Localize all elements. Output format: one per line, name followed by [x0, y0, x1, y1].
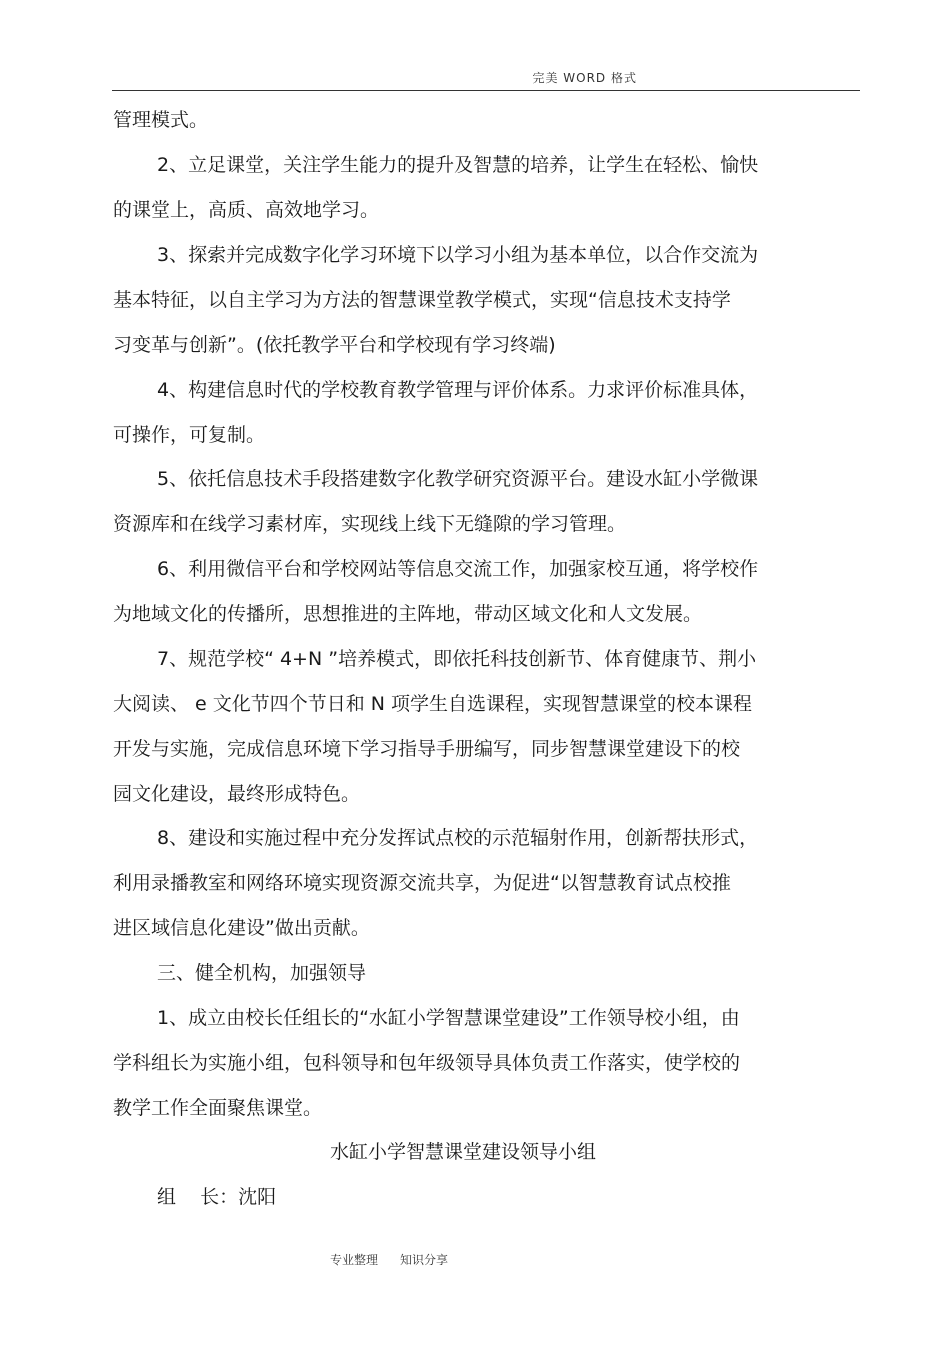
text-line: 3、探索并完成数字化学习环境下以学习小组为基本单位，以合作交流为	[157, 244, 759, 266]
header-divider	[112, 90, 860, 91]
text-line: 资源库和在线学习素材库，实现线上线下无缝隙的学习管理。	[113, 513, 627, 535]
group-leader: 组 长：沈阳	[157, 1186, 277, 1208]
text-line: 7、规范学校“ 4+N ”培养模式，即依托科技创新节、体育健康节、荆小	[157, 648, 757, 670]
section-heading: 三、健全机构，加强领导	[157, 962, 367, 984]
text-line: 大阅读、 e 文化节四个节日和 N 项学生自选课程，实现智慧课堂的校本课程	[113, 693, 753, 715]
text-line: 6、利用微信平台和学校网站等信息交流工作，加强家校互通，将学校作	[157, 558, 759, 580]
text-line: 学科组长为实施小组，包科领导和包年级领导具体负责工作落实，使学校的	[113, 1052, 741, 1074]
text-line: 管理模式。	[113, 109, 209, 131]
footer-right: 知识分享	[400, 1253, 449, 1267]
text-line: 开发与实施，完成信息环境下学习指导手册编写，同步智慧课堂建设下的校	[113, 738, 741, 760]
text-line: 利用录播教室和网络环境实现资源交流共享，为促进“以智慧教育试点校推	[113, 872, 731, 894]
text-line: 基本特征，以自主学习为方法的智慧课堂教学模式，实现“信息技术支持学	[113, 289, 731, 311]
header-title: 完美 WORD 格式	[532, 71, 637, 85]
text-line: 进区域信息化建设”做出贡献。	[113, 917, 370, 939]
text-line: 教学工作全面聚焦课堂。	[113, 1097, 323, 1119]
text-line: 的课堂上，高质、高效地学习。	[113, 199, 380, 221]
text-line: 2、立足课堂，关注学生能力的提升及智慧的培养，让学生在轻松、愉快	[157, 154, 759, 176]
text-line: 可操作，可复制。	[113, 424, 266, 446]
text-line: 5、依托信息技术手段搭建数字化教学研究资源平台。建设水缸小学微课	[157, 468, 759, 490]
group-title: 水缸小学智慧课堂建设领导小组	[330, 1141, 597, 1163]
text-line: 8、建设和实施过程中充分发挥试点校的示范辐射作用，创新帮扶形式，	[157, 827, 759, 849]
footer-left: 专业整理	[330, 1253, 379, 1267]
text-line: 4、构建信息时代的学校教育教学管理与评价体系。力求评价标准具体，	[157, 379, 759, 401]
page-footer	[330, 1251, 448, 1268]
text-line: 园文化建设，最终形成特色。	[113, 783, 361, 805]
text-line: 为地域文化的传播所，思想推进的主阵地，带动区域文化和人文发展。	[113, 603, 703, 625]
text-line: 1、成立由校长任组长的“水缸小学智慧课堂建设”工作领导校小组，由	[157, 1007, 740, 1029]
text-line: 习变革与创新”。(依托教学平台和学校现有学习终端)	[113, 334, 556, 356]
